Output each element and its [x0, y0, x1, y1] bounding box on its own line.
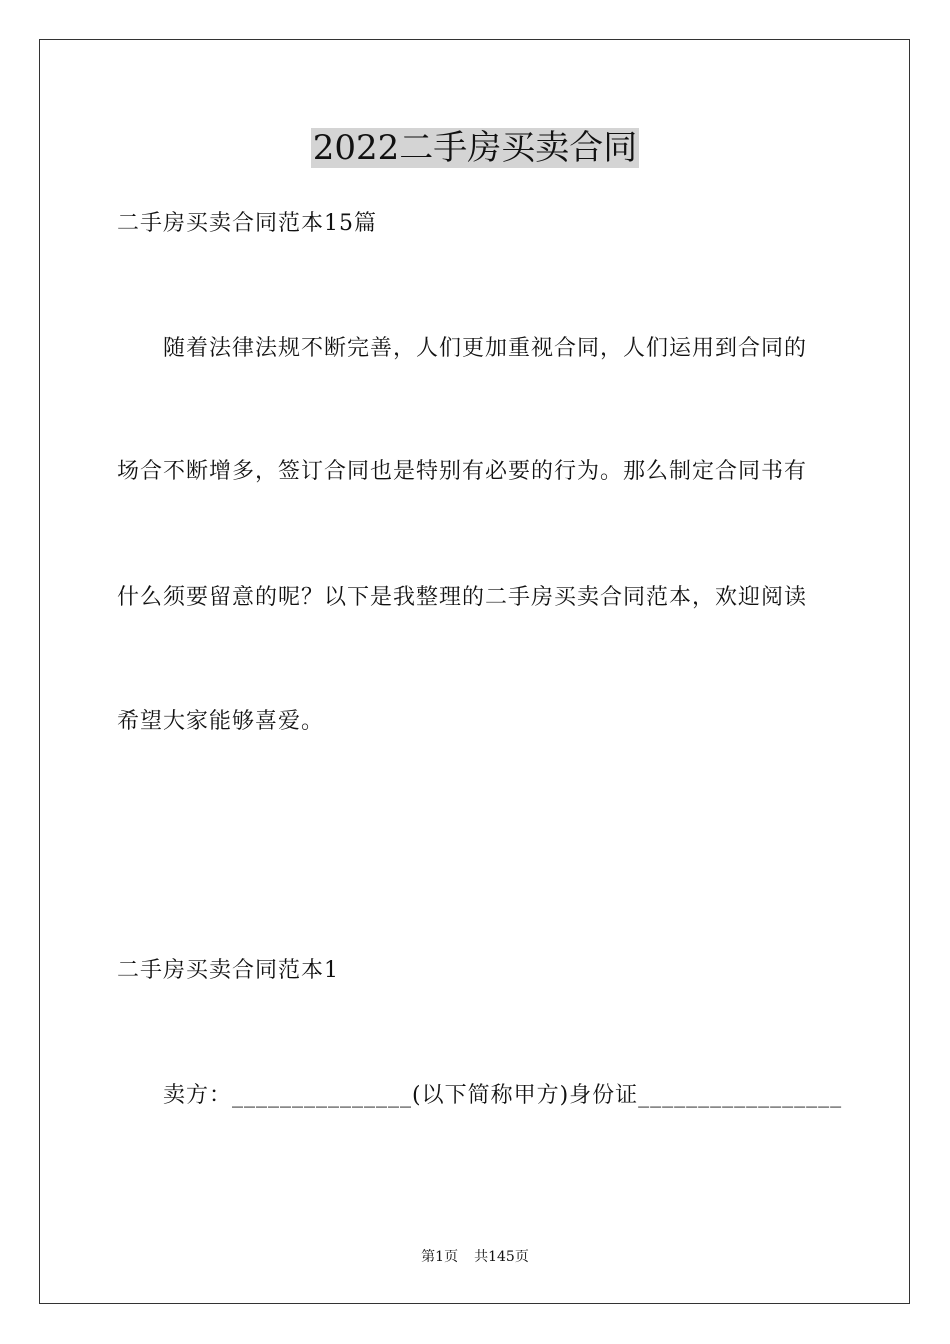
intro-line-1: 随着法律法规不断完善，人们更加重视合同，人们运用到合同的 — [163, 336, 808, 361]
intro-line-4: 希望大家能够喜爱。 — [117, 709, 325, 734]
page-total: 共145页 — [474, 1249, 529, 1265]
document-title — [0, 126, 950, 170]
section-heading: 二手房买卖合同范本1 — [117, 958, 339, 983]
document-title-text: 2022二手房买卖合同 — [312, 128, 638, 168]
seller-line: 卖方：_______________(以下简称甲方)身份证_________________ — [163, 1083, 843, 1108]
document-subtitle: 二手房买卖合同范本15篇 — [117, 211, 377, 236]
page-footer — [0, 1247, 950, 1267]
intro-line-3: 什么须要留意的呢？以下是我整理的二手房买卖合同范本，欢迎阅读 — [117, 585, 808, 610]
page-number: 第1页 — [421, 1249, 459, 1265]
intro-line-2: 场合不断增多，签订合同也是特别有必要的行为。那么制定合同书有 — [117, 459, 808, 484]
